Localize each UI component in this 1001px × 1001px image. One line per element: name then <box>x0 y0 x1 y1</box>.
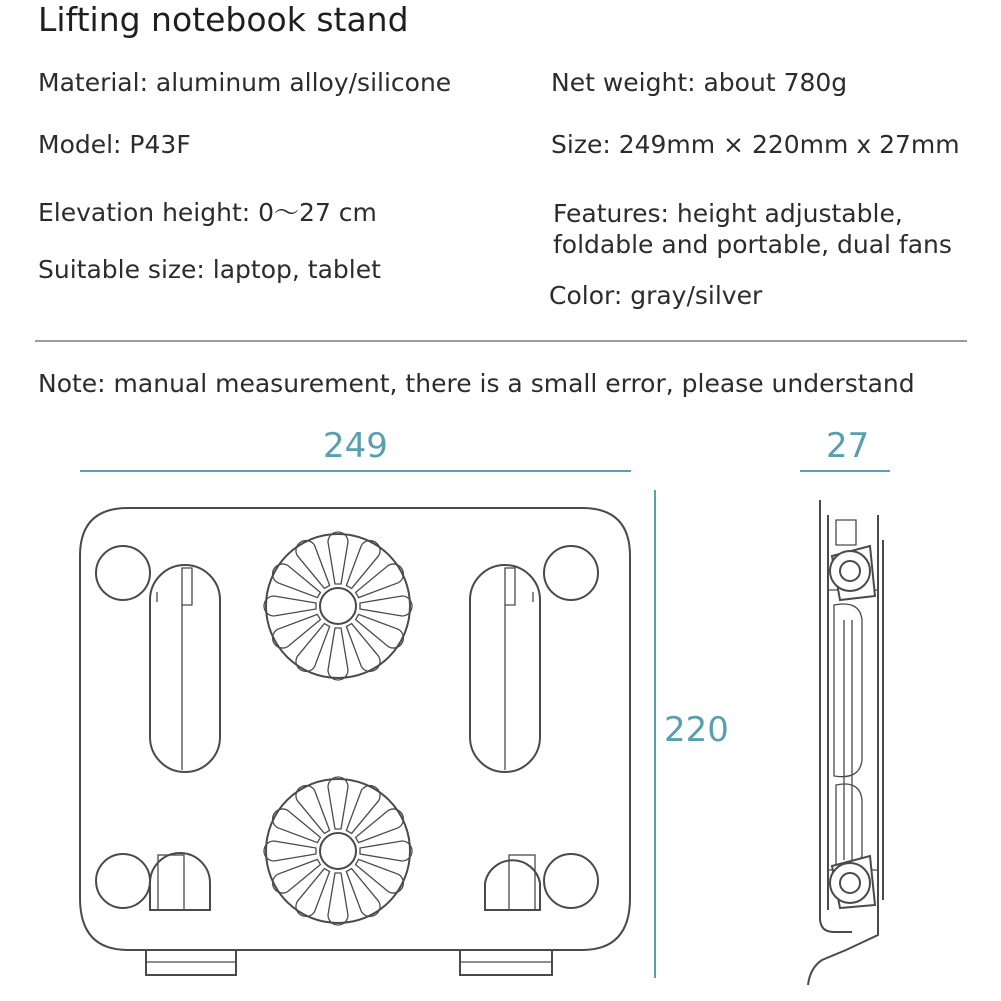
fan-blade <box>273 809 321 843</box>
left-hinge-slot <box>150 565 220 772</box>
fan-blade <box>328 777 348 829</box>
stand-top-view <box>80 508 630 975</box>
measurement-note: Note: manual measurement, there is a small error, please understand <box>38 369 915 398</box>
fan-blade <box>356 564 404 598</box>
fan-blade <box>273 614 321 648</box>
spec-features-line2: foldable and portable, dual fans <box>553 230 952 259</box>
spec-color: Color: gray/silver <box>549 281 763 310</box>
fan-blade <box>273 564 321 598</box>
fan-blade <box>328 628 348 680</box>
spec-suitable-size: Suitable size: laptop, tablet <box>38 255 381 284</box>
width-dimension-label: 249 <box>323 426 388 466</box>
fan-blade <box>346 624 380 672</box>
fan-blade <box>328 532 348 584</box>
fan-blade <box>356 614 404 648</box>
fan-blade <box>360 596 412 616</box>
fan-blade <box>264 596 316 616</box>
fan-blade <box>273 859 321 893</box>
fan-blade <box>296 869 330 917</box>
height-dimension-label: 220 <box>664 710 729 750</box>
side-slot <box>834 604 862 777</box>
fan-blade <box>346 541 380 589</box>
spec-elevation: Elevation height: 0〜27 cm <box>38 198 377 227</box>
hinge-pivot-bottom <box>830 863 870 903</box>
fan-blade <box>356 859 404 893</box>
fan-blade <box>328 873 348 925</box>
silicone-pad-bottom-right <box>544 854 598 908</box>
fan-blade <box>296 624 330 672</box>
fan-bottom <box>264 777 412 925</box>
right-hinge-clip <box>485 860 540 910</box>
spec-features-line1: Features: height adjustable, <box>553 199 903 228</box>
fan-blade <box>296 786 330 834</box>
spec-size: Size: 249mm × 220mm x 27mm <box>551 130 960 159</box>
left-hinge-clip <box>150 853 210 910</box>
page-title: Lifting notebook stand <box>38 0 409 39</box>
silicone-pad-top-right <box>544 546 598 600</box>
silicone-pad-bottom-left <box>96 854 150 908</box>
fan-blade <box>360 841 412 861</box>
fan-blade <box>356 809 404 843</box>
spec-material: Material: aluminum alloy/silicone <box>38 68 452 97</box>
stand-side-view <box>808 500 883 985</box>
fan-blade <box>264 841 316 861</box>
fan-top <box>264 532 412 680</box>
thickness-dimension-label: 27 <box>826 426 870 466</box>
fan-blade <box>346 869 380 917</box>
fan-blade <box>296 541 330 589</box>
spec-model: Model: P43F <box>38 130 191 159</box>
silicone-pad-top-left <box>96 546 150 600</box>
hinge-pivot-top <box>830 551 870 591</box>
spec-net-weight: Net weight: about 780g <box>551 68 848 97</box>
fan-blade <box>346 786 380 834</box>
